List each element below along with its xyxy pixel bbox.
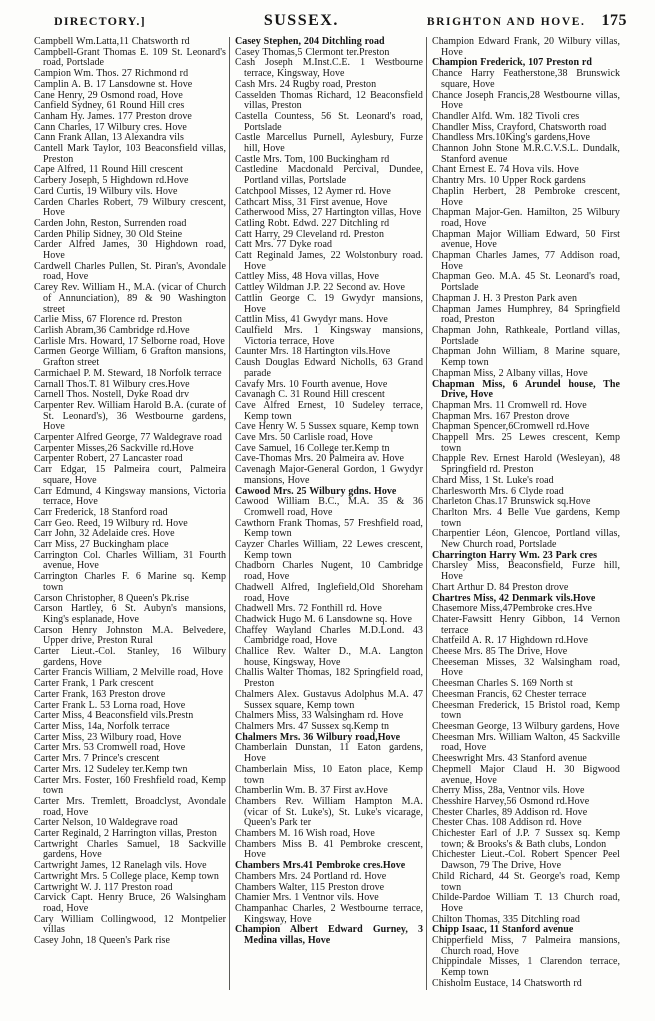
directory-entry: Champion Frederick, 107 Preston rd	[432, 57, 593, 69]
directory-entry: Chadwick Hugo M. 6 Lansdowne sq. Hove	[235, 613, 412, 625]
directory-entry: Cantell Mark Taylor, 103 Beaconsfield villas, Preston	[34, 143, 226, 165]
directory-entry: Chippindale Misses, 1 Clarendon terrace, Kemp town	[432, 956, 620, 979]
directory-entry: Chapman Geo. M.A. 45 St. Leonard's road, Portslade	[432, 271, 620, 294]
directory-entry: Chart Arthur D. 84 Preston drove	[432, 581, 569, 593]
directory-entry: Cheesman Francis, 62 Chester terrace	[432, 688, 587, 700]
directory-entry: Chandler Alfd. Wm. 182 Tivoli cres	[432, 110, 580, 122]
directory-entry: Chantry Mrs. 10 Upper Rock gardens	[432, 175, 586, 187]
directory-entry: Chamberlain Dunstan, 11 Eaton gardens, Hove	[235, 742, 423, 765]
directory-entry: Casselden Thomas Richard, 12 Beaconsfield villas, Preston	[235, 89, 423, 112]
directory-entry: Chamberlain Miss, 10 Eaton place, Kemp town	[235, 763, 423, 786]
directory-entry: Cartwright W. J. 117 Preston road	[34, 881, 173, 893]
directory-entry: Caulfield Mrs. 1 Kingsway mansions, Victoria terrace, Hove	[235, 324, 423, 347]
directory-entry: Chapman J. H. 3 Preston Park aven	[432, 292, 578, 304]
directory-entry: Chaffey Wayland Charles M.D.Lond. 43 Cambridge road, Hove	[235, 624, 423, 647]
directory-entry: Chapman Major William Edward, 50 First avenue, Hove	[432, 228, 620, 251]
directory-entry: Chappell Mrs. 25 Lewes crescent, Kemp town	[432, 432, 620, 454]
header-section-label: BRIGHTON AND HOVE.	[426, 16, 586, 28]
directory-entry: Catherwood Miss, 27 Hartington villas, Hove	[235, 207, 422, 219]
directory-entry: Carter Nelson, 10 Waldegrave road	[34, 817, 178, 829]
directory-entry: Chichester Earl of J.P. 7 Sussex sq. Kemp town; & Brooks's & Bath clubs, London	[432, 828, 620, 850]
directory-entry: Casey Stephen, 204 Ditchling road	[235, 36, 385, 47]
directory-entry: Campion Wm. Thos. 27 Richmond rd	[34, 68, 189, 80]
directory-entry: Chapman Miss, 2 Albany villas, Hove	[432, 367, 588, 379]
directory-entry: Carpenter Robert, 27 Lancaster road	[34, 453, 183, 465]
directory-entry: Cartwright Charles Samuel, 18 Sackville gardens, Hove	[34, 838, 226, 861]
directory-entry: Cavenagh Major-General Gordon, 1 Gwydyr mansions, Hove	[235, 464, 423, 486]
directory-entry: Chichester Lieut.-Col. Robert Spencer Peel Dawson, 79 The Drive, Hove	[432, 849, 620, 872]
directory-entry: Chapman Miss, 6 Arundel house, The Drive, Hove	[432, 378, 620, 401]
directory-column-3	[426, 37, 623, 990]
directory-entry: Chalmers Mrs. 36 Wilbury road,Hove	[235, 731, 401, 743]
directory-entry: Carpenter Misses,26 Sackville rd.Hove	[34, 442, 194, 454]
header-county-title: SUSSEX.	[263, 12, 339, 29]
directory-entry: Chapple Rev. Ernest Harold (Wesleyan), 48 Springfield rd. Preston	[432, 453, 620, 476]
directory-entry: Channon John Stone M.R.C.V.S.L. Dundalk, Stanford avenue	[432, 143, 620, 165]
directory-entry: Chant Ernest E. 74 Hova vils. Hove	[432, 164, 579, 176]
directory-entry: Carmen George William, 6 Grafton mansions, Grafton street	[34, 346, 226, 369]
directory-entry: Chambers M. 16 Wish road, Hove	[235, 828, 375, 840]
directory-entry: Cape Alfred, 11 Round Hill crescent	[34, 164, 183, 176]
directory-entry: Carder Alfred James, 30 Highdown road, Hove	[34, 239, 226, 262]
directory-entry: Charleton Chas.17 Brunswick sq.Hove	[432, 496, 591, 508]
directory-entry: Carter Mrs. 12 Sudeley ter.Kemp twn	[34, 763, 188, 775]
directory-entry: Cheeseman Misses, 32 Walsingham road, Hove	[432, 656, 620, 679]
directory-entry: Campbell-Grant Thomas E. 109 St. Leonard's road, Portslade	[34, 46, 226, 69]
directory-entry: Chapman James Humphrey, 84 Springfield road, Preston	[432, 303, 620, 326]
directory-entry: Cardwell Charles Pullen, St. Piran's, Avondale road, Hove	[34, 260, 226, 283]
directory-entry: Challice Rev. Walter D., M.A. Langton house, Kingsway, Hove	[235, 646, 423, 668]
directory-entry: Cavanagh C. 31 Round Hill crescent	[235, 389, 385, 401]
directory-entry: Chalmers Miss, 33 Walsingham rd. Hove	[235, 710, 404, 722]
directory-entry: Carson Henry Johnston M.A. Belvedere, Upper drive, Preston Rural	[34, 624, 226, 647]
directory-entry: Cattlin George C. 19 Gwydyr mansions, Hove	[235, 292, 423, 315]
directory-entry: Carey Rev. William H., M.A. (vicar of Church of Annunciation), 89 & 90 Washington street	[34, 282, 226, 315]
directory-columns	[32, 37, 633, 990]
directory-entry: Cave-Thomas Mrs. 20 Palmeira av. Hove	[235, 453, 405, 465]
directory-entry: Cherry Miss, 28a, Ventnor vils. Hove	[432, 785, 585, 797]
directory-entry: Chisholm Eustace, 14 Chatsworth rd	[432, 977, 582, 989]
directory-entry: Carvick Capt. Henry Bruce, 26 Walsingham road, Hove	[34, 892, 226, 914]
directory-entry: Cartwright Mrs. 5 College place, Kemp town	[34, 870, 219, 882]
directory-entry: Chard Miss, 1 St. Luke's road	[432, 474, 554, 486]
directory-entry: Cann Charles, 17 Wilbury cres. Hove	[34, 121, 187, 133]
directory-entry: Canfield Sydney, 61 Round Hill cres	[34, 100, 185, 112]
directory-entry: Carter Frank, 1 Park crescent	[34, 678, 154, 690]
directory-entry: Carr Frederick, 18 Stanford road	[34, 506, 168, 518]
directory-entry: Cheesman Mrs. William Walton, 45 Sackville road, Hove	[432, 731, 620, 754]
directory-entry: Chapman Mrs. 167 Preston drove	[432, 410, 570, 422]
directory-entry: Cattley Miss, 48 Hova villas, Hove	[235, 271, 380, 283]
directory-entry: Carter Mrs. Foster, 160 Freshfield road, Kemp town	[34, 774, 226, 797]
directory-entry: Cheesman George, 13 Wilbury gardens, Hove	[432, 721, 620, 732]
directory-entry: Chesshire Harvey,56 Osmond rd.Hove	[432, 795, 590, 807]
directory-entry: Carr Geo. Reed, 19 Wilbury rd. Hove	[34, 517, 188, 529]
directory-entry: Chilton Thomas, 335 Ditchling road	[432, 913, 580, 925]
directory-entry: Caush Douglas Edward Nicholls, 63 Grand parade	[235, 357, 423, 379]
directory-entry: Carter Mrs. 7 Prince's crescent	[34, 753, 160, 765]
directory-entry: Carden Charles Robert, 79 Wilbury crescent, Hove	[34, 196, 226, 219]
directory-entry: Cane Henry, 29 Osmond road, Hove	[34, 89, 183, 101]
directory-entry: Cayzer Charles William, 22 Lewes crescent, Kemp town	[235, 539, 423, 561]
directory-entry: Chatfeild A. R. 17 Highdown rd.Hove	[432, 635, 589, 647]
directory-entry: Cattley Wildman J.P. 22 Second av. Hove	[235, 282, 405, 294]
directory-entry: Castle Mrs. Tom, 100 Buckingham rd	[235, 153, 390, 165]
directory-entry: Carter Mrs. Tremlett, Broadclyst, Avondale road, Hove	[34, 795, 226, 818]
directory-entry: Carrington Charles F. 6 Marine sq. Kemp town	[34, 571, 226, 593]
directory-entry: Chapman Spencer,6Cromwell rd.Hove	[432, 421, 590, 433]
directory-entry: Castledine Macdonald Percival, Dundee, Portland villas, Portslade	[235, 164, 423, 187]
directory-entry: Cawthorn Frank Thomas, 57 Freshfield road, Kemp town	[235, 517, 423, 540]
directory-entry: Cash Joseph M.Inst.C.E. 1 Westbourne terrace, Kingsway, Hove	[235, 57, 423, 80]
directory-entry: Card Curtis, 19 Wilbury vils. Hove	[34, 185, 178, 197]
directory-entry: Cheesman Frederick, 15 Bristol road, Kemp town	[432, 699, 620, 722]
directory-entry: Catling Robt. Edwd. 227 Ditchling rd	[235, 217, 390, 229]
directory-entry: Child Richard, 44 St. George's road, Kemp town	[432, 870, 620, 893]
directory-entry: Carden John, Reston, Surrenden road	[34, 217, 187, 229]
directory-entry: Carter Frank, 163 Preston drove	[34, 688, 166, 700]
directory-entry: Campbell Wm.Latta,11 Chatsworth rd	[34, 36, 190, 47]
directory-entry: Chamier Mrs. 1 Ventnor vils. Hove	[235, 892, 379, 904]
directory-entry: Childe-Pardoe William T. 13 Church road, Hove	[432, 892, 620, 914]
directory-entry: Charsley Miss, Beaconsfield, Furze hill, Hove	[432, 560, 620, 583]
directory-entry: Carlisle Mrs. Howard, 17 Selborne road, Hove	[34, 335, 225, 347]
directory-entry: Chandless Mrs.10King's gardens,Hove	[432, 132, 591, 144]
directory-entry: Chapman Mrs. 11 Cromwell rd. Hove	[432, 399, 587, 411]
directory-entry: Carlish Abram,36 Cambridge rd.Hove	[34, 324, 190, 336]
directory-column-1	[32, 37, 229, 990]
directory-entry: Carden Philip Sidney, 30 Old Steine	[34, 228, 183, 240]
directory-entry: Chaplin Herbert, 28 Pembroke crescent, Hove	[432, 185, 620, 208]
directory-entry: Cash Mrs. 24 Rugby road, Preston	[235, 78, 377, 90]
directory-entry: Challis Walter Thomas, 182 Springfield road, Preston	[235, 667, 423, 690]
directory-entry: Cartwright James, 12 Ranelagh vils. Hove	[34, 860, 207, 872]
directory-entry: Carnall Thos.T. 81 Wilbury cres.Hove	[34, 378, 190, 390]
directory-entry: Carbery Joseph, 5 Highdown rd.Hove	[34, 175, 189, 187]
directory-entry: Chandler Miss, Crayford, Chatsworth road	[432, 121, 607, 133]
directory-entry: Chipperfield Miss, 7 Palmeira mansions, Church road, Hove	[432, 935, 620, 957]
directory-entry: Carter Reginald, 2 Harrington villas, Preston	[34, 828, 217, 840]
directory-entry: Chadborn Charles Nugent, 10 Cambridge road, Hove	[235, 560, 423, 583]
directory-entry: Champanhac Charles, 2 Westbourne terrace, Kingsway, Hove	[235, 902, 423, 925]
directory-entry: Catt Mrs. 77 Dyke road	[235, 239, 333, 251]
page-number: 175	[601, 12, 627, 29]
directory-entry: Chambers Mrs. 24 Portland rd. Hove	[235, 870, 387, 882]
directory-entry: Chapman John, Rathkeale, Portland villas, Portslade	[432, 324, 620, 347]
directory-entry: Casey Thomas,5 Clermont ter.Preston	[235, 46, 390, 58]
directory-entry: Charrington Harry Wm. 23 Park cres	[432, 549, 598, 561]
directory-entry: Cheese Mrs. 85 The Drive, Hove	[432, 646, 568, 658]
directory-entry: Carr Miss, 27 Buckingham place	[34, 539, 169, 551]
directory-entry: Cary William Collingwood, 12 Montpelier villas	[34, 913, 226, 936]
directory-entry: Catt Reginald James, 22 Wolstonbury road. Hove	[235, 250, 423, 272]
directory-entry: Cattlin Miss, 41 Gwydyr mans. Hove	[235, 314, 388, 326]
directory-entry: Chester Charles, 89 Addison rd. Hove	[432, 806, 588, 818]
directory-entry: Charlesworth Mrs. 6 Clyde road	[432, 485, 564, 497]
directory-entry: Canham Hy. James. 177 Preston drove	[34, 110, 192, 122]
directory-entry: Chapman Charles James, 77 Addison road, Hove	[432, 250, 620, 272]
directory-entry: Carrington Col. Charles William, 31 Fourth avenue, Hove	[34, 549, 226, 572]
page-header	[32, 10, 633, 34]
directory-entry: Chamberlin Wm. B. 37 First av.Hove	[235, 785, 388, 797]
directory-entry: Castle Marcellus Purnell, Aylesbury, Furze hill, Hove	[235, 132, 423, 155]
directory-entry: Carr Edmund, 4 Kingsway mansions, Victoria terrace, Hove	[34, 485, 226, 508]
directory-entry: Carmichael P. M. Steward, 18 Norfolk terrace	[34, 367, 222, 379]
directory-entry: Chipp Isaac, 11 Stanford avenue	[432, 924, 574, 936]
directory-entry: Carson Christopher, 8 Queen's Pk.rise	[34, 592, 189, 604]
directory-entry: Cave Henry W. 5 Sussex square, Kemp town	[235, 421, 419, 433]
directory-entry: Carter Miss, 4 Beaconsfield vils.Prestn	[34, 710, 194, 722]
directory-entry: Cheesman Charles S. 169 North st	[432, 678, 573, 690]
directory-entry: Catt Harry, 29 Cleveland rd. Preston	[235, 228, 385, 240]
directory-entry: Chambers Walter, 115 Preston drove	[235, 881, 385, 893]
directory-entry: Cawood Mrs. 25 Wilbury gdns. Hove	[235, 485, 397, 497]
directory-entry: Chapman Major-Gen. Hamilton, 25 Wilbury road, Hove	[432, 207, 620, 229]
directory-entry: Cathcart Miss, 31 First avenue, Hove	[235, 196, 388, 208]
directory-entry: Carpenter Alfred George, 77 Waldegrave road	[34, 432, 222, 444]
directory-entry: Carter Miss, 14a, Norfolk terrace	[34, 721, 170, 732]
directory-entry: Carter Francis William, 2 Melville road, Hove	[34, 667, 223, 679]
directory-entry: Chapman John William, 8 Marine square, Kemp town	[432, 346, 620, 369]
directory-entry: Carr John, 32 Adelaide cres. Hove	[34, 528, 175, 540]
directory-entry: Carpenter Rev. William Harold B.A. (curate of St. Leonard's), 36 Westbourne gardens, Hove	[34, 399, 226, 433]
directory-entry: Castella Countess, 56 St. Leonard's road, Portslade	[235, 110, 423, 133]
directory-entry: Carson Hartley, 6 St. Aubyn's mansions, King's esplanade, Hove	[34, 603, 226, 625]
header-section	[427, 12, 627, 30]
directory-entry: Chester Chas. 108 Addison rd. Hove	[432, 817, 582, 829]
directory-entry: Chadwell Alfred, Inglefield,Old Shoreham road, Hove	[235, 581, 423, 604]
directory-column-2	[229, 37, 426, 990]
directory-entry: Cave Alfred Ernest, 10 Sudeley terrace, Kemp town	[235, 399, 423, 422]
directory-entry: Chartres Miss, 42 Denmark vils.Hove	[432, 592, 596, 604]
directory-entry: Cavafy Mrs. 10 Fourth avenue, Hove	[235, 378, 388, 390]
directory-entry: Chater-Fawsitt Henry Gibbon, 14 Vernon terrace	[432, 613, 620, 636]
directory-entry: Casey John, 18 Queen's Park rise	[34, 935, 170, 947]
directory-entry: Carr Edgar, 15 Palmeira court, Palmeira square, Hove	[34, 464, 226, 486]
directory-entry: Chambers Mrs.41 Pembroke cres.Hove	[235, 860, 406, 872]
directory-entry: Chepmell Major Claud H. 30 Bigwood avenue, Hove	[432, 763, 620, 786]
directory-entry: Caunter Mrs. 18 Hartington vils.Hove	[235, 346, 391, 358]
directory-entry: Champion Edward Frank, 20 Wilbury villas, Hove	[432, 36, 620, 58]
directory-entry: Chambers Rev. William Hampton M.A. (vicar of St. Luke's), St. Luke's vicarage, Queen's Park ter	[235, 795, 423, 829]
directory-entry: Cann Frank Allan, 13 Alexandra vils	[34, 132, 184, 144]
directory-entry: Camplin A. B. 17 Lansdowne st. Hove	[34, 78, 193, 90]
directory-entry: Chambers Miss B. 41 Pembroke crescent, Hove	[235, 838, 423, 861]
directory-entry: Chasemore Miss,47Pembroke cres.Hve	[432, 603, 593, 615]
directory-entry: Chalmers Mrs. 47 Sussex sq.Kemp tn	[235, 721, 390, 732]
directory-entry: Catchpool Misses, 12 Aymer rd. Hove	[235, 185, 391, 197]
directory-entry: Chance Harry Featherstone,38 Brunswick square, Hove	[432, 68, 620, 90]
directory-entry: Cheeswright Mrs. 43 Stanford avenue	[432, 753, 587, 765]
directory-entry: Charpentier Léon, Glencoe, Portland villas, New Church road, Portslade	[432, 528, 620, 551]
directory-entry: Cave Mrs. 50 Carlisle road, Hove	[235, 432, 373, 444]
directory-entry: Chadwell Mrs. 72 Fonthill rd. Hove	[235, 603, 382, 615]
directory-entry: Chalmers Alex. Gustavus Adolphus M.A. 47 Sussex square, Kemp town	[235, 688, 423, 711]
directory-entry: Charlton Mrs. 4 Belle Vue gardens, Kemp town	[432, 506, 620, 529]
directory-entry: Champion Albert Edward Gurney, 3 Medina villas, Hove	[235, 924, 423, 947]
directory-entry: Carnell Thos. Nostell, Dyke Road drv	[34, 389, 190, 401]
directory-entry: Chance Joseph Francis,28 Westbourne villas, Hove	[432, 89, 620, 112]
directory-entry: Carter Frank L. 53 Lorna road, Hove	[34, 699, 186, 711]
directory-entry: Carter Mrs. 53 Cromwell road, Hove	[34, 742, 186, 754]
directory-entry: Carter Miss, 23 Wilbury road, Hove	[34, 731, 182, 743]
directory-entry: Carter Lieut.-Col. Stanley, 16 Wilbury gardens, Hove	[34, 646, 226, 668]
directory-entry: Cawood William B.C., M.A. 35 & 36 Cromwell road, Hove	[235, 496, 423, 518]
directory-entry: Carlie Miss, 67 Florence rd. Preston	[34, 314, 183, 326]
header-directory-label: DIRECTORY.]	[54, 14, 146, 28]
directory-entry: Cave Samuel, 16 College ter.Kemp tn	[235, 442, 390, 454]
